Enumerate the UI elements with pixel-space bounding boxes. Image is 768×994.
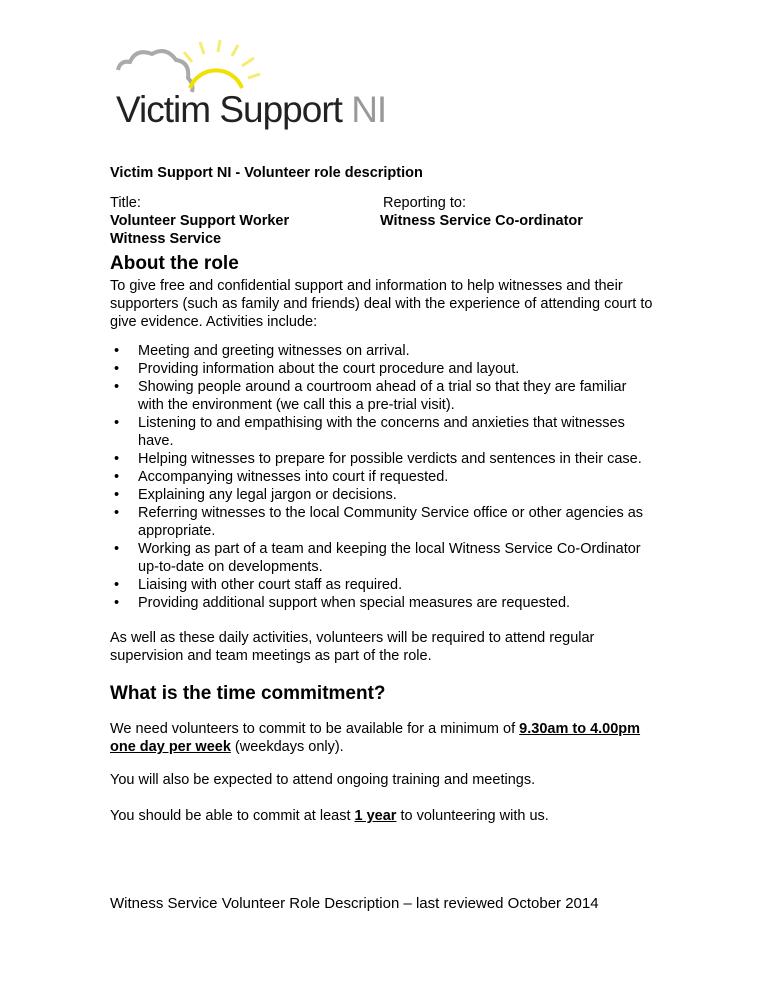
time-paragraph-1: We need volunteers to commit to be available for a minimum of 9.30am to 4.00pm one day per week (weekdays only). [110,721,641,755]
activity-item: • Listening to and empathising with the concerns and anxieties that witnesses have. [110,414,655,450]
activity-item: • Accompanying witnesses into court if requested. [110,468,655,486]
activity-item: • Helping witnesses to prepare for possible verdicts and sentences in their case. [110,450,655,468]
activity-item: • Liaising with other court staff as required. [110,576,655,594]
activity-item: • Providing additional support when special measures are requested. [110,594,655,612]
activity-item: • Referring witnesses to the local Community Service office or other agencies as appropriate. [110,504,655,540]
title-label: Title: [110,195,141,211]
logo-ni: NI [351,89,387,130]
footer: Witness Service Volunteer Role Description – last reviewed October 2014 [110,895,599,912]
about-outro: As well as these daily activities, volunteers will be required to attend regular supervision and team meetings as part of the role. [110,630,595,664]
activity-item: • Meeting and greeting witnesses on arrival. [110,342,655,360]
victim-support-logo [108,40,387,135]
activity-item: • Providing information about the court procedure and layout. [110,360,655,378]
logo-text: Victim Support [116,89,342,130]
title-value-service: Witness Service [110,231,222,247]
reporting-value: Witness Service Co-ordinator [380,213,583,229]
time-paragraph-2: You will also be expected to attend ongoing training and meetings. [110,772,536,788]
title-value: Volunteer Support Worker [110,213,290,229]
time-paragraph-3: You should be able to commit at least 1 year to volunteering with us. [110,808,549,824]
reporting-label: Reporting to: [383,195,467,211]
activity-item: • Showing people around a courtroom ahead of a trial so that they are familiar with the environment (we call this a pre-trial visit). [110,378,655,414]
activity-item: • Explaining any legal jargon or decisions. [110,486,655,504]
activity-item: • Working as part of a team and keeping the local Witness Service Co-Ordinator up-to-date on developments. [110,540,655,576]
about-heading: About the role [110,253,239,274]
activities-list [110,342,655,612]
document-heading: Victim Support NI - Volunteer role description [110,165,423,181]
time-heading: What is the time commitment? [110,683,386,704]
about-intro: To give free and confidential support and information to help witnesses and their supporters (such as family and friends) deal with the experience of attending court to give evidence. Activities include: [110,278,653,330]
